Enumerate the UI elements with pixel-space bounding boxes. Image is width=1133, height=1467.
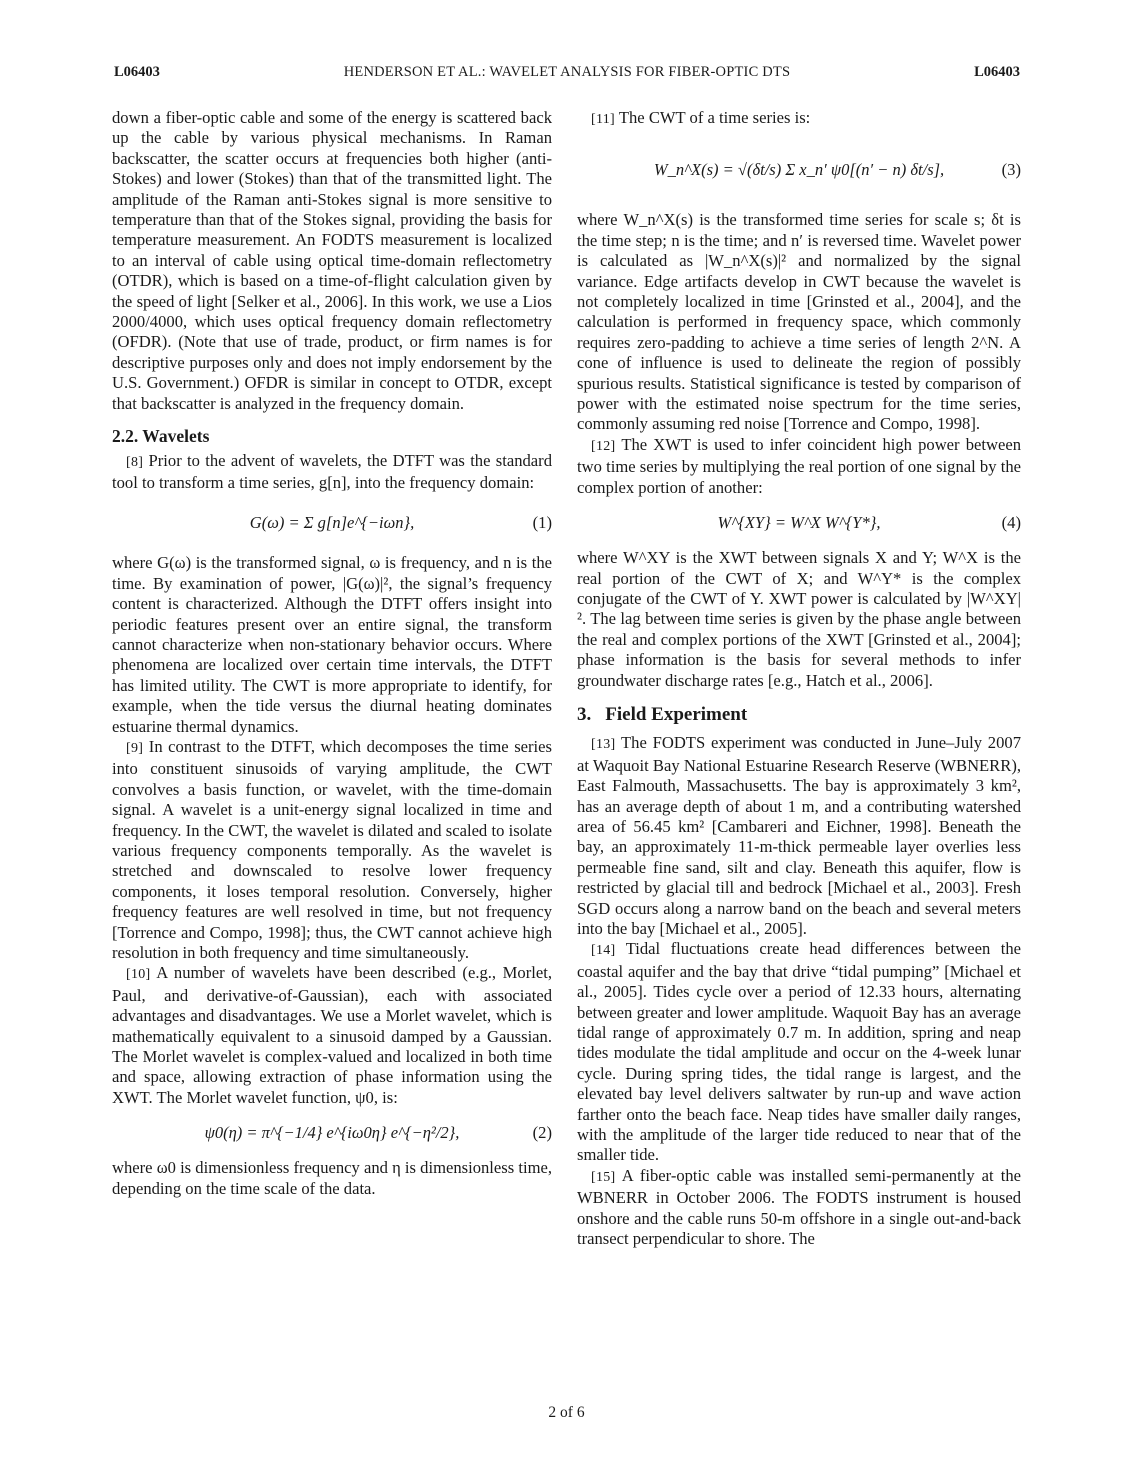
equation-3 xyxy=(577,130,1021,210)
paragraph-text: The XWT is used to infer coincident high power between two time series by multiplying the real portion of one signal by the complex portion of another: xyxy=(577,434,1021,497)
running-header xyxy=(114,64,1020,86)
paragraph-text: Prior to the advent of wavelets, the DTFT was the standard tool to transform a time series, g[n], into the frequency domain: xyxy=(112,450,552,492)
paragraph-text: The CWT of a time series is: xyxy=(618,108,811,127)
equation-number: (4) xyxy=(1001,512,1021,532)
equation-number: (2) xyxy=(532,1123,552,1143)
paragraph-number: [10] xyxy=(126,967,151,983)
paragraph-8 xyxy=(112,451,552,494)
section-heading-wavelets: 2.2. Wavelets xyxy=(112,426,210,447)
paragraph-8-continued: where G(ω) is the transformed signal, ω is frequency, and n is the time. By examination of power, |G(ω)|², the signal’s frequency content is characterized. Although the DTFT offers insight into periodic features present over an entire signal, the transform cannot characterize when non-stationary behavior occurs. Where phenomena are localized over certain time intervals, the DTFT has limited utility. The CWT is more appropriate to identify, for example, when the tide versus the diurnal heating dominates estuarine thermal dynamics. xyxy=(112,553,552,736)
running-title: HENDERSON ET AL.: WAVELET ANALYSIS FOR FIBER-OPTIC DTS xyxy=(343,64,791,80)
paragraph-text: In contrast to the DTFT, which decomposes the time series into constituent sinusoids of varying amplitude, the CWT convolves a basis function, or wavelet, with the time-domain signal. A wavelet is a unit-energy signal localized in time and frequency. In the CWT, the wavelet is dilated and scaled to isolate various frequency components temporally. As the wavelet is stretched and downscaled to resolve lower frequency components, it loses temporal resolution. Conversely, higher frequency features are well resolved in time, but not frequency [Torrence and Compo, 1998]; thus, the CWT cannot achieve high resolution in both frequency and time simultaneously. xyxy=(112,736,552,963)
article-id-right: L06403 xyxy=(974,64,1020,80)
equation-1 xyxy=(112,493,552,553)
paragraph-text: The FODTS experiment was conducted in June–July 2007 at Waquoit Bay National Estuarine Research Reserve (WBNERR), East Falmouth, Massachusetts. The bay is approximately 3 km², has an average depth of about 1 m, and a contributing watershed area of 56.45 km² [Cambareri and Eichner, 1998]. Beneath the bay, an approximately 11-m-thick permeable layer overlies less permeable fine sand, silt and clay. Beneath this aquifer, flow is restricted by glacial till and bedrock [Michael et al., 2003]. Fresh SGD occurs along a narrow band on the beach and several meters into the bay [Michael et al., 2005]. xyxy=(577,733,1021,938)
page-number: 2 of 6 xyxy=(548,1404,585,1421)
equation-2 xyxy=(112,1108,552,1158)
paragraph-13 xyxy=(577,733,1021,939)
paragraph-number: [13] xyxy=(591,737,616,753)
paragraph-10 xyxy=(112,963,552,1108)
paragraph-12-continued: where W^XY is the XWT between signals X and Y; W^X is the real portion of the CWT of X; and W^Y* is the complex conjugate of the CWT of Y. XWT power is calculated by |W^XY|². The lag between time series is given by the phase angle between the real and complex portions of the XWT [Grinsted et al., 2004]; phase information is the basis for several methods to infer groundwater discharge rates [e.g., Hatch et al., 2006]. xyxy=(577,548,1021,690)
right-column xyxy=(577,108,1021,1250)
equation-number: (3) xyxy=(1001,160,1021,180)
paragraph-text: Tidal fluctuations create head differences between the coastal aquifer and the bay that drive “tidal pumping” [Michael et al., 2005]. Tides cycle over a period of 12.33 hours, alternating between greater and lower amplitude. Waquoit Bay has an average tidal range of approximately 0.7 m. In addition, spring and neap tides modulate the tidal amplitude and occur on the 4-week lunar cycle. During spring tides, the tidal range is largest, and the elevated bay level delivers saltwater by run-up and wave action farther onto the beach face. Neap tides have smaller daily ranges, with the amplitude of the larger tide reduced to near that of the smaller tide. xyxy=(577,939,1021,1165)
paragraph-11 xyxy=(577,108,1021,130)
equation-expression: G(ω) = Σ g[n]e^{−iωn}, xyxy=(249,513,415,533)
equation-expression: W_n^X(s) = √(δt/s) Σ x_n′ ψ0[(n′ − n) δt/s], xyxy=(653,160,945,180)
paragraph-10-continued: where ω0 is dimensionless frequency and η is dimensionless time, depending on the time scale of the data. xyxy=(112,1158,552,1198)
equation-4 xyxy=(577,498,1021,548)
section-number: 3. xyxy=(577,703,592,725)
paragraph-text: A fiber-optic cable was installed semi-permanently at the WBNERR in October 2006. The FODTS instrument is housed onshore and the cable runs 50-m offshore in a single out-and-back transect perpendicular to shore. The xyxy=(577,1165,1021,1249)
article-id-left: L06403 xyxy=(114,64,160,80)
left-column xyxy=(112,108,552,1199)
paragraph-text: A number of wavelets have been described (e.g., Morlet, Paul, and derivative-of-Gaussian), each with associated advantages and disadvantages. We use a Morlet wavelet, which is mathematically equivalent to a sinusoid damped by a Gaussian. The Morlet wavelet is complex-valued and localized in both time and space, allowing extraction of phase information using the XWT. The Morlet wavelet function, ψ0, is: xyxy=(112,963,552,1107)
paragraph-9 xyxy=(112,737,552,963)
section-heading-field-experiment xyxy=(577,705,1021,725)
paragraph-number: [8] xyxy=(126,454,144,470)
paragraph-11-continued: where W_n^X(s) is the transformed time series for scale s; δt is the time step; n is the time; and n′ is reversed time. Wavelet power is calculated as |W_n^X(s)|² and normalized by the signal variance. Edge artifacts develop in CWT because the wavelet is not completely localized in time [Grinsted et al., 2004], and the calculation is performed in frequency space, which commonly requires zero-padding to achieve a time series of length 2^N. A cone of influence is used to delineate the region of possibly spurious results. Statistical significance is tested by comparison of power with the estimated noise spectrum for the time series, commonly assuming red noise [Torrence and Compo, 1998]. xyxy=(577,210,1021,434)
equation-expression: W^{XY} = W^X W^{Y*}, xyxy=(717,512,881,532)
paragraph-number: [9] xyxy=(126,740,144,756)
paragraph-number: [15] xyxy=(591,1169,616,1185)
equation-number: (1) xyxy=(532,513,552,533)
paragraph-12 xyxy=(577,435,1021,498)
paragraph-15 xyxy=(577,1166,1021,1250)
equation-expression: ψ0(η) = π^{−1/4} e^{iω0η} e^{−η²/2}, xyxy=(204,1123,460,1143)
paragraph-number: [11] xyxy=(591,112,616,127)
paragraph-14 xyxy=(577,939,1021,1165)
section-title: Field Experiment xyxy=(605,703,748,725)
paragraph-fodts-intro: down a fiber-optic cable and some of the energy is scattered back up the cable by various physical mechanisms. In Raman backscatter, the scatter occurs at frequencies both higher (anti-Stokes) and lower (Stokes) than that of the transmitted light. The amplitude of the Raman anti-Stokes signal is more sensitive to temperature than that of the Stokes signal, providing the basis for temperature measurement. An FODTS measurement is localized to an interval of cable using optical time-domain reflectometry (OTDR), which is based on a time-of-flight calculation given by the speed of light [Selker et al., 2006]. In this work, we use a Lios 2000/4000, which uses optical frequency domain reflectometry (OFDR). (Note that use of trade, product, or firm names is for descriptive purposes only and does not imply endorsement by the U.S. Government.) OFDR is similar in concept to OTDR, except that backscatter is analyzed in the frequency domain. xyxy=(112,108,552,413)
paragraph-number: [14] xyxy=(591,943,616,959)
paragraph-number: [12] xyxy=(591,438,616,454)
